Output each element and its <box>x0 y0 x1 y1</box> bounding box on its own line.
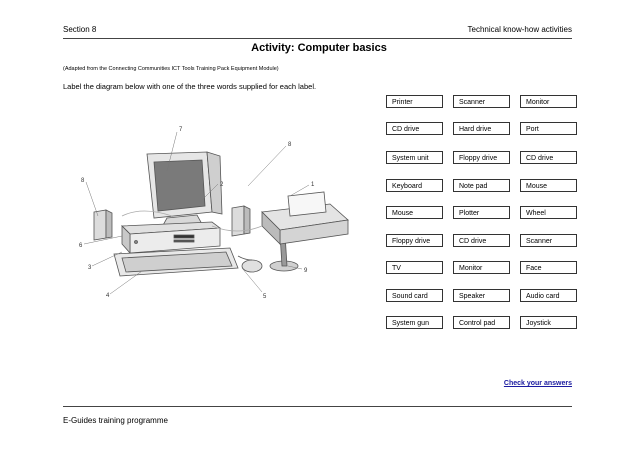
adapted-note: (Adapted from the Connecting Communities ICT Tools Training Pack Equipment Module) <box>63 66 279 72</box>
diagram-number: 4 <box>106 293 110 299</box>
diagram-number: 5 <box>263 294 267 300</box>
option-box[interactable]: Face <box>520 261 577 274</box>
diagram-number: 9 <box>304 268 308 274</box>
option-box[interactable]: Port <box>520 122 577 135</box>
instruction-text: Label the diagram below with one of the three words supplied for each label. <box>63 82 317 91</box>
diagram-number: 6 <box>79 243 83 249</box>
option-box[interactable]: Scanner <box>453 95 510 108</box>
footer-text: E-Guides training programme <box>63 416 168 425</box>
option-box[interactable]: System gun <box>386 316 443 329</box>
option-box[interactable]: Plotter <box>453 206 510 219</box>
option-box[interactable]: Printer <box>386 95 443 108</box>
option-box[interactable]: Mouse <box>520 179 577 192</box>
header-divider <box>63 38 572 39</box>
diagram-number: 1 <box>311 182 315 188</box>
option-box[interactable]: Scanner <box>520 234 577 247</box>
category-label: Technical know-how activities <box>467 25 572 34</box>
option-box[interactable]: CD drive <box>520 151 577 164</box>
option-box[interactable]: Speaker <box>453 289 510 302</box>
option-box[interactable]: Monitor <box>520 95 577 108</box>
option-box[interactable]: Joystick <box>520 316 577 329</box>
footer-divider <box>63 406 572 407</box>
page-title: Activity: Computer basics <box>251 42 387 54</box>
option-box[interactable]: Wheel <box>520 206 577 219</box>
option-box[interactable]: Audio card <box>520 289 577 302</box>
option-box[interactable]: Control pad <box>453 316 510 329</box>
option-box[interactable]: Note pad <box>453 179 510 192</box>
diagram-number: 7 <box>179 127 183 133</box>
diagram-number: 8 <box>81 178 85 184</box>
check-answers-link[interactable]: Check your answers <box>503 380 572 387</box>
section-label: Section 8 <box>63 25 97 34</box>
option-box[interactable]: Monitor <box>453 261 510 274</box>
option-box[interactable]: Hard drive <box>453 122 510 135</box>
option-box[interactable]: CD drive <box>453 234 510 247</box>
diagram-number: 2 <box>220 182 224 188</box>
option-box[interactable]: TV <box>386 261 443 274</box>
option-box[interactable]: Sound card <box>386 289 443 302</box>
computer-diagram <box>62 116 362 306</box>
option-box[interactable]: Floppy drive <box>386 234 443 247</box>
diagram-number: 3 <box>88 265 92 271</box>
option-box[interactable]: Keyboard <box>386 179 443 192</box>
diagram-number: 8 <box>288 142 292 148</box>
option-box[interactable]: Floppy drive <box>453 151 510 164</box>
option-box[interactable]: CD drive <box>386 122 443 135</box>
option-box[interactable]: Mouse <box>386 206 443 219</box>
option-box[interactable]: System unit <box>386 151 443 164</box>
